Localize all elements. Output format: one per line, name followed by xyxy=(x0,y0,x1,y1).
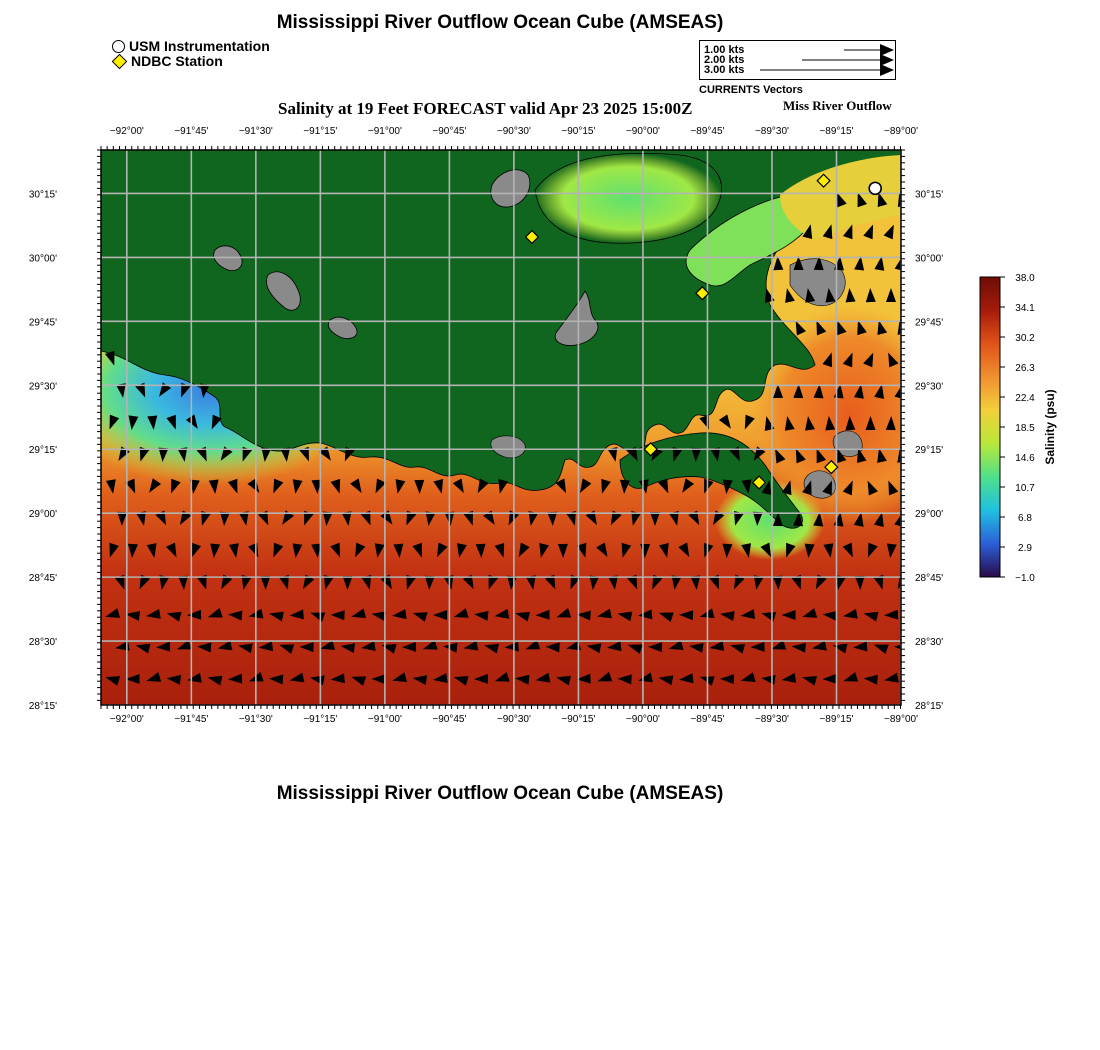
colorbar-tick-label-5: 18.5 xyxy=(1015,423,1035,434)
lon-label-bottom-2: −91°30' xyxy=(238,714,273,725)
legend-ndbc-label: NDBC Station xyxy=(131,53,223,69)
lon-label-top-11: −89°15' xyxy=(819,126,854,137)
lat-label-right-5: 29°00' xyxy=(915,509,944,521)
lon-label-top-10: −89°30' xyxy=(754,126,789,137)
lat-label-left-2: 29°45' xyxy=(28,317,57,329)
lat-label-left-6: 28°45' xyxy=(28,573,57,585)
lat-label-right-7: 28°30' xyxy=(915,637,944,649)
vector-row-3-label: 3.00 kts xyxy=(704,64,745,76)
title-bottom: Mississippi River Outflow Ocean Cube (AMSEAS) xyxy=(276,783,724,804)
colorbar-tick-label-10: −1.0 xyxy=(1015,573,1035,584)
colorbar-tick-label-1: 34.1 xyxy=(1015,303,1035,314)
lon-label-top-8: −90°00' xyxy=(625,126,660,137)
lat-label-right-2: 29°45' xyxy=(915,317,944,329)
lon-label-bottom-3: −91°15' xyxy=(303,714,338,725)
lon-label-top-12: −89°00' xyxy=(884,126,918,137)
lon-label-top-7: −90°15' xyxy=(561,126,596,137)
lon-label-top-9: −89°45' xyxy=(690,126,725,137)
lon-label-top-3: −91°15' xyxy=(303,126,338,137)
lon-labels-bottom xyxy=(110,714,918,725)
lat-label-left-8: 28°15' xyxy=(28,701,57,712)
lat-label-right-6: 28°45' xyxy=(915,573,944,585)
lon-label-top-2: −91°30' xyxy=(238,126,273,137)
vector-caption: CURRENTS Vectors xyxy=(699,84,803,96)
lon-label-bottom-8: −90°00' xyxy=(625,714,660,725)
lat-label-left-1: 30°00' xyxy=(28,253,57,265)
colorbar-tick-label-2: 30.2 xyxy=(1015,333,1035,344)
lon-label-top-4: −91°00' xyxy=(367,126,402,137)
legend-usm xyxy=(112,38,270,54)
vector-arrowhead-3 xyxy=(880,64,894,76)
salinity-map xyxy=(0,115,960,740)
vector-arrowhead-2 xyxy=(880,54,894,66)
lon-label-bottom-11: −89°15' xyxy=(819,714,854,725)
lon-label-bottom-1: −91°45' xyxy=(174,714,209,725)
colorbar-tick-label-3: 26.3 xyxy=(1015,363,1035,374)
colorbar-ticks xyxy=(1000,273,1035,584)
lat-label-left-4: 29°15' xyxy=(28,445,57,457)
lon-label-bottom-7: −90°15' xyxy=(561,714,596,725)
salinity-colorbar xyxy=(975,270,1085,590)
lat-label-right-1: 30°00' xyxy=(915,253,944,265)
lat-label-left-5: 29°00' xyxy=(28,509,57,521)
lat-labels-left xyxy=(29,189,57,712)
vector-scale-box xyxy=(699,40,896,80)
colorbar-tick-label-0: 38.0 xyxy=(1015,273,1035,284)
vector-scale-arrows xyxy=(700,41,895,79)
lon-label-bottom-0: −92°00' xyxy=(109,714,144,725)
lat-label-left-3: 29°30' xyxy=(28,381,57,393)
lon-label-bottom-5: −90°45' xyxy=(432,714,467,725)
ndbc-diamond-icon xyxy=(112,53,128,69)
lat-label-right-4: 29°15' xyxy=(915,445,944,457)
vector-row-1-label: 1.00 kts xyxy=(704,44,745,56)
lon-label-top-5: −90°45' xyxy=(432,126,467,137)
colorbar-tick-label-7: 10.7 xyxy=(1015,483,1035,494)
colorbar-ramp xyxy=(980,277,1000,577)
lon-label-bottom-9: −89°45' xyxy=(690,714,725,725)
lat-label-right-0: 30°15' xyxy=(915,189,944,201)
usm-circle-icon xyxy=(112,40,125,53)
lon-label-bottom-4: −91°00' xyxy=(367,714,402,725)
colorbar-label: Salinity (psu) xyxy=(1043,389,1057,465)
lat-labels-right xyxy=(915,189,943,712)
map-subtitle: Salinity at 19 Feet FORECAST valid Apr 23 2025 15:00Z xyxy=(278,99,693,118)
lat-label-right-8: 28°15' xyxy=(915,701,944,712)
usm-station xyxy=(869,182,881,194)
colorbar-tick-label-8: 6.8 xyxy=(1018,513,1032,524)
vector-row-2-label: 2.00 kts xyxy=(704,54,745,66)
region-label: Miss River Outflow xyxy=(783,98,892,113)
lon-label-bottom-12: −89°00' xyxy=(884,714,918,725)
colorbar-tick-label-4: 22.4 xyxy=(1015,393,1035,404)
colorbar-tick-label-9: 2.9 xyxy=(1018,543,1032,554)
lat-label-left-7: 28°30' xyxy=(28,637,57,649)
lon-label-top-0: −92°00' xyxy=(109,126,144,137)
title-top: Mississippi River Outflow Ocean Cube (AMSEAS) xyxy=(276,12,724,33)
lon-label-top-6: −90°30' xyxy=(496,126,531,137)
lon-label-bottom-10: −89°30' xyxy=(754,714,789,725)
lat-label-right-3: 29°30' xyxy=(915,381,944,393)
lon-label-top-1: −91°45' xyxy=(174,126,209,137)
legend-ndbc xyxy=(112,53,223,69)
lat-label-left-0: 30°15' xyxy=(28,189,57,201)
legend-usm-label: USM Instrumentation xyxy=(129,38,270,54)
lon-labels-top xyxy=(110,126,918,137)
map-field xyxy=(50,150,950,705)
vector-arrowhead-1 xyxy=(880,44,894,56)
lon-label-bottom-6: −90°30' xyxy=(496,714,531,725)
colorbar-tick-label-6: 14.6 xyxy=(1015,453,1035,464)
